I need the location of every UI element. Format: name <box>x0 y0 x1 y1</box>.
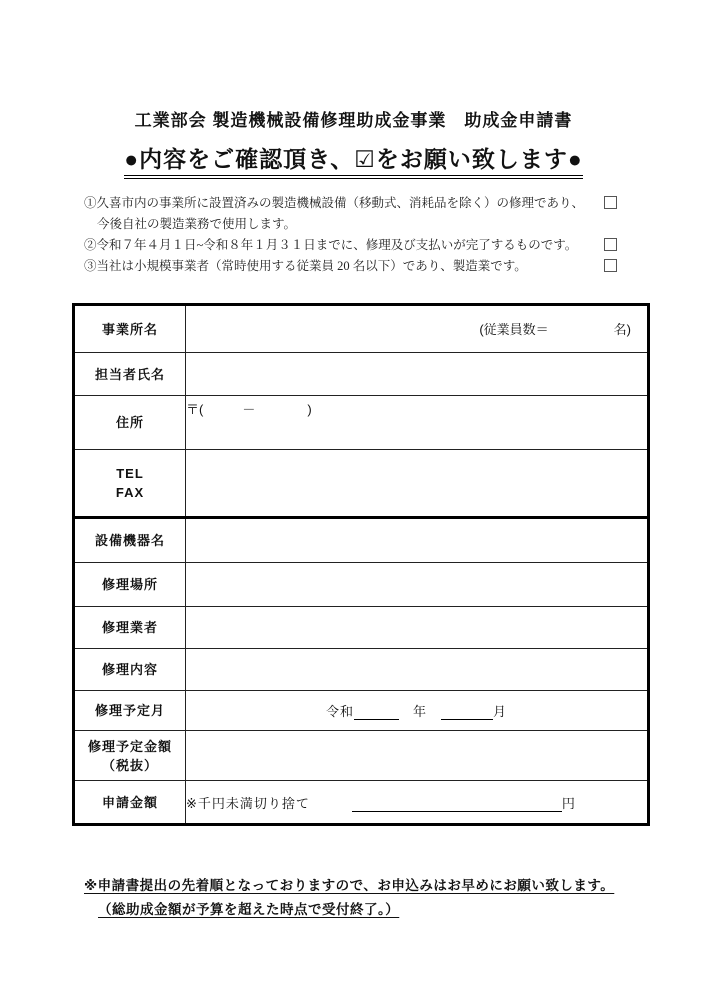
application-amount-field[interactable] <box>186 781 649 825</box>
row-repair-place <box>74 563 649 607</box>
checklist-item-3-checkbox[interactable] <box>604 259 617 272</box>
business-name-label: 事業所名 <box>74 305 186 353</box>
repair-cost-label-line1: 修理予定金額 <box>87 738 172 754</box>
confirmation-instruction: ●内容をご確認頂き、☑をお願い致します● <box>124 141 582 179</box>
footer-line2: （総助成金額が予算を超えた時点で受付終了。） <box>98 902 400 917</box>
repair-content-label: 修理内容 <box>74 649 186 691</box>
checklist-item-1 <box>84 193 627 235</box>
address-label: 住所 <box>74 396 186 450</box>
yen-unit: 円 <box>561 795 575 811</box>
row-address <box>74 396 649 450</box>
checklist-item-1-checkbox[interactable] <box>604 196 617 209</box>
checklist-item-1-text <box>84 193 596 235</box>
row-repair-month <box>74 691 649 731</box>
repair-vendor-field[interactable] <box>186 607 649 649</box>
checklist-item-2 <box>84 235 627 256</box>
row-repair-vendor <box>74 607 649 649</box>
eligibility-checklist <box>84 193 627 277</box>
row-tel-fax <box>74 450 649 518</box>
amount-blank-field[interactable] <box>352 797 562 812</box>
tel-fax-field[interactable] <box>186 450 649 518</box>
application-amount-label: 申請金額 <box>74 781 186 825</box>
checklist-item-2-checkbox[interactable] <box>604 238 617 251</box>
tel-fax-label <box>74 450 186 518</box>
checklist-item-3-text: ③当社は小規模事業者（常時使用する従業員 20 名以下）であり、製造業です。 <box>84 259 527 273</box>
checklist-item-3 <box>84 256 627 277</box>
business-name-field[interactable] <box>186 305 649 353</box>
footer-note <box>84 874 707 922</box>
repair-cost-field[interactable] <box>186 731 649 781</box>
repair-cost-label <box>74 731 186 781</box>
page-title: 工業部会 製造機械設備修理助成金事業 助成金申請書 <box>134 111 573 130</box>
repair-place-label: 修理場所 <box>74 563 186 607</box>
repair-content-field[interactable] <box>186 649 649 691</box>
year-blank-field[interactable] <box>354 705 399 720</box>
month-unit: 月 <box>493 704 508 719</box>
checklist-item-1-line2: 今後自社の製造業務で使用します。 <box>97 217 297 231</box>
equipment-name-label: 設備機器名 <box>74 518 186 563</box>
repair-month-label: 修理予定月 <box>74 691 186 731</box>
address-field[interactable] <box>186 396 649 450</box>
row-repair-cost <box>74 731 649 781</box>
repair-vendor-label: 修理業者 <box>74 607 186 649</box>
row-contact-name <box>74 353 649 396</box>
repair-cost-label-line2: （税抜） <box>101 757 158 773</box>
tel-label: TEL <box>116 466 144 481</box>
contact-name-field[interactable] <box>186 353 649 396</box>
postal-code-prefix: 〒( － ) <box>186 402 312 417</box>
year-unit: 年 <box>412 704 427 719</box>
repair-place-field[interactable] <box>186 563 649 607</box>
rounding-note: ※千円未満切り捨て <box>186 795 310 811</box>
subtitle-wrap <box>0 141 707 179</box>
employee-count-note: (従業員数＝ 名) <box>479 321 631 337</box>
checklist-item-2-text: ②令和７年４月１日~令和８年１月３１日までに、修理及び支払いが完了するものです。 <box>84 238 578 252</box>
contact-name-label: 担当者氏名 <box>74 353 186 396</box>
row-application-amount <box>74 781 649 825</box>
equipment-name-field[interactable] <box>186 518 649 563</box>
footer-line1: ※申請書提出の先着順となっておりますので、お申込みはお早めにお願い致します。 <box>84 878 615 893</box>
fax-label: FAX <box>115 485 145 500</box>
month-blank-field[interactable] <box>441 705 493 720</box>
era-prefix: 令和 <box>325 704 354 719</box>
row-equipment-name <box>74 518 649 563</box>
repair-month-field[interactable] <box>186 691 649 731</box>
checklist-item-1-line1: ①久喜市内の事業所に設置済みの製造機械設備（移動式、消耗品を除く）の修理であり、 <box>84 196 585 210</box>
row-repair-content <box>74 649 649 691</box>
row-business-name <box>74 305 649 353</box>
application-form-table <box>72 303 650 826</box>
